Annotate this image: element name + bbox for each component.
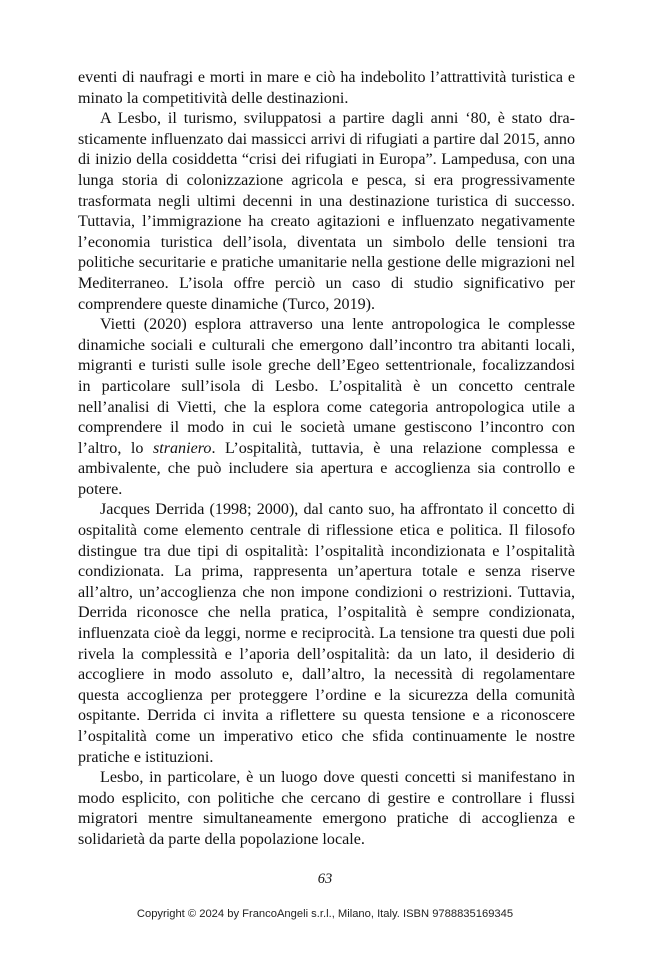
paragraph-2	[78, 109, 575, 315]
paragraph-4	[78, 500, 575, 768]
body-text	[78, 68, 575, 851]
italic-term: straniero	[153, 439, 212, 457]
text-run: Vietti (2020) esplora attraverso una lente antropologica le complesse dinamiche sociali e culturali che emergono dall’incontro tra abitanti locali, migranti e turisti sulle isole greche dell’Egeo settentrionale, focalizzandosi in particolare sull’isola di Lesbo. L’ospitalità è un concetto centrale nell’analisi di Vietti, che la esplora come categoria antropologica utile a comprendere il modo in cui le società umane gestiscono l’incontro con l’altro, lo	[78, 316, 575, 457]
text-run: . L’ospitalità, tuttavia, è una relazione complessa e ambivalente, che può includere sia apertura e accoglienza sia controllo e potere.	[78, 439, 575, 498]
text-run: A Lesbo, il turismo, sviluppatosi a partire dagli anni ‘80, è stato drasticamente influenzato dai massicci arrivi di rifugiati a partire dal 2015, anno di inizio della cosiddetta “crisi dei rifugiati in Europa”. Lampedusa, con una lunga storia di colonizzazione agricola e pesca, si era progressivamente trasformata negli ultimi decenni in una destinazione turistica di successo. Tuttavia, l’immigrazione ha creato agitazioni e influenzato negativamente l’economia turistica dell’isola, diventata un simbolo delle tensioni tra politiche securitarie e pratiche umanitarie nella gestione delle migrazioni nel Mediterraneo. L’isola offre perciò un caso di studio significativo per comprendere queste dinamiche (Turco, 2019).	[78, 110, 575, 313]
text-run: eventi di naufragi e morti in mare e ciò ha indebolito l’attrattività turistica e minato la competitività delle destinazioni.	[78, 69, 575, 107]
paragraph-3	[78, 315, 575, 500]
copyright-notice: Copyright © 2024 by FrancoAngeli s.r.l., Milano, Italy. ISBN 9788835169345	[136, 908, 514, 920]
text-run: Jacques Derrida (1998; 2000), dal canto suo, ha affrontato il concetto di ospitalità come elemento centrale di riflessione etica e politica. Il filosofo distingue tra due tipi di ospitalità: l’ospitalità incondizionata e l’ospitalità condizionata. La prima, rappresenta un’apertura totale e senza riserve all’altro, un’accoglienza che non impone condizioni o restrizioni. Tuttavia, Derrida riconosce che nella pratica, l’ospitalità è sempre condizionata, influenzata cioè da leggi, norme e reciprocità. La tensione tra questi due poli rivela la complessità e l’aporia dell’ospitalità: da un lato, il desiderio di accogliere in modo assoluto e, dall’altro, la necessità di regolamentare questa accoglienza per proteggere l’ordine e la sicurezza della comunità ospitante. Derrida ci invita a riflettere su questa tensione e a riconoscere l’ospitalità come un imperativo etico che sfida continuamente le nostre pratiche e istituzioni.	[78, 501, 575, 766]
paragraph-5	[78, 768, 575, 850]
page-number: 63	[317, 871, 333, 887]
paragraph-1	[78, 68, 575, 109]
text-run: Lesbo, in particolare, è un luogo dove questi concetti si manifestano in modo esplicito, con politiche che cercano di gestire e controllare i flussi migratori mentre simultaneamente emergono pratiche di accoglienza e solidarietà da parte della popolazione locale.	[78, 769, 575, 848]
